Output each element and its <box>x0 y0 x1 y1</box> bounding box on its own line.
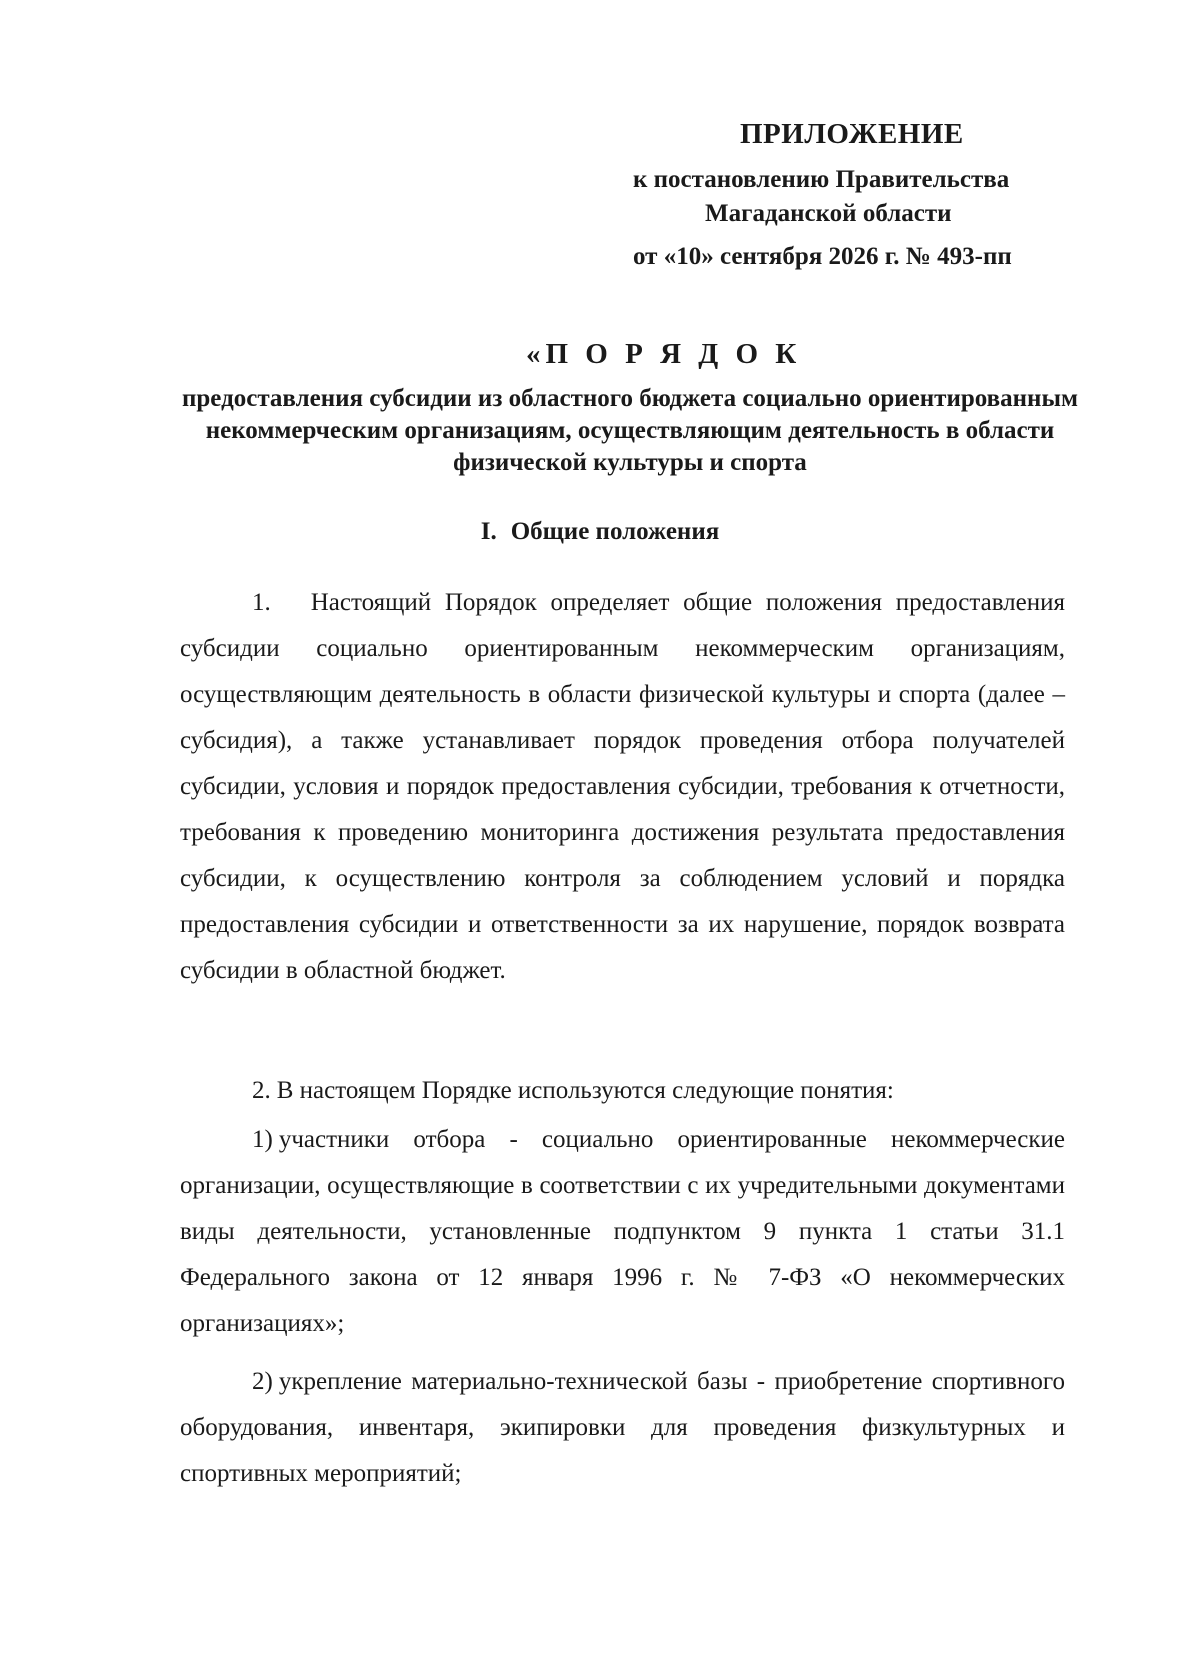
annex-region-line: Магаданской области <box>705 200 952 227</box>
paragraph-number: 2. <box>252 1077 271 1104</box>
annex-resolution-line: к постановлению Правительства <box>633 166 1010 193</box>
paragraph-text: Настоящий Порядок определяет общие положения предоставления субсидии социально ориентированным некоммерческим организациям, осуществляющим деятельность в области физической культуры и спорта (далее – субсидия), а также устанавливает порядок проведения отбора получателей субсидии, условия и порядок предоставления субсидии, требования к отчетности, требования к проведению мониторинга достижения результата предоставления субсидии, к осуществлению контроля за соблюдением условий и порядка предоставления субсидии и ответственности за их нарушение, порядок возврата субсидии в областной бюджет. <box>180 589 1065 984</box>
section-title: Общие положения <box>510 518 720 545</box>
definition-number: 2) <box>252 1368 273 1395</box>
definition-1 <box>180 1117 1065 1347</box>
document-title: «П О Р Я Д О К <box>526 338 802 370</box>
paragraph-1 <box>180 580 1065 994</box>
annex-title: ПРИЛОЖЕНИЕ <box>740 118 964 150</box>
paragraph-2 <box>180 1068 1065 1114</box>
paragraph-text: В настоящем Порядке используются следующие понятия: <box>276 1077 894 1104</box>
section-heading <box>0 518 1200 546</box>
document-subtitle: предоставления субсидии из областного бюджета социально ориентированным некоммерческим организациям, осуществляющим деятельность в области физической культуры и спорта <box>182 385 1078 476</box>
definition-text: участники отбора - социально ориентированные некоммерческие организации, осуществляющие в соответствии с их учредительными документами виды деятельности, установленные подпунктом 9 пункта 1 статьи 31.1 Федерального закона от 12 января 1996 г. № 7-ФЗ «О некоммерческих организациях»; <box>180 1126 1065 1337</box>
annex-date-number-line: от «10» сентября 2026 г. № 493-пп <box>633 243 1012 270</box>
definition-text: укрепление материально-технической базы - приобретение спортивного оборудования, инвентаря, экипировки для проведения физкультурных и спортивных мероприятий; <box>180 1368 1065 1487</box>
section-number: I. <box>480 518 497 545</box>
definition-number: 1) <box>252 1126 273 1153</box>
definition-2 <box>180 1359 1065 1497</box>
paragraph-number: 1. <box>252 589 271 616</box>
